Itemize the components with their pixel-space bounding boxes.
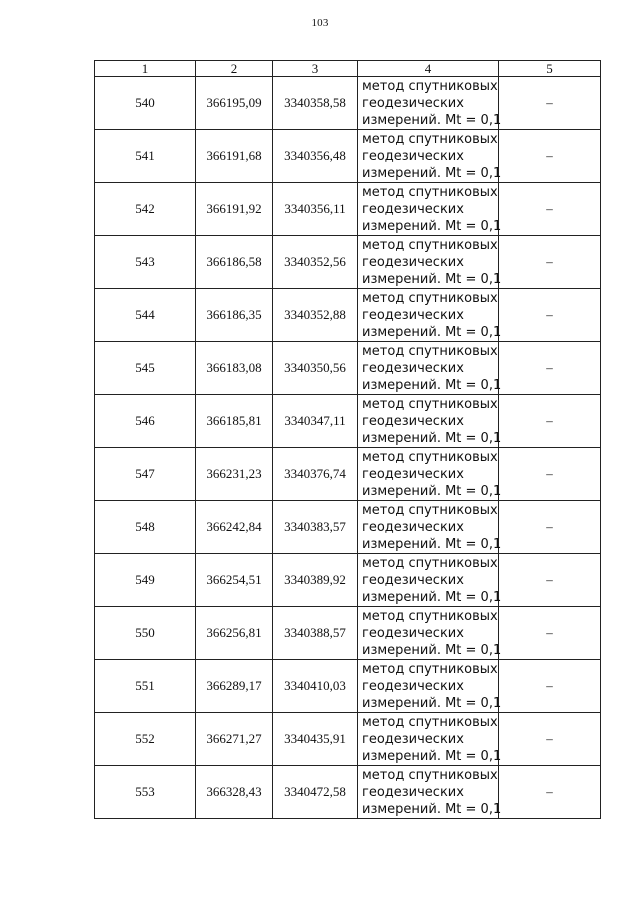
x-coordinate-cell: 366254,51 — [196, 554, 273, 607]
method-line: метод спутниковых — [362, 237, 498, 253]
table-row — [95, 342, 601, 395]
point-number-cell: 552 — [95, 713, 196, 766]
y-coordinate-cell: 3340383,57 — [273, 501, 358, 554]
y-coordinate-cell: 3340389,92 — [273, 554, 358, 607]
x-coordinate-cell: 366231,23 — [196, 448, 273, 501]
point-number-cell: 540 — [95, 77, 196, 130]
point-number-cell: 546 — [95, 395, 196, 448]
point-number-cell: 547 — [95, 448, 196, 501]
x-coordinate-cell: 366183,08 — [196, 342, 273, 395]
method-line: геодезических — [362, 678, 464, 694]
error-cell: – — [499, 395, 601, 448]
table-row — [95, 395, 601, 448]
method-line: геодезических — [362, 360, 464, 376]
point-number-cell: 548 — [95, 501, 196, 554]
x-coordinate-cell: 366191,92 — [196, 183, 273, 236]
method-cell — [358, 130, 502, 183]
y-coordinate-cell: 3340472,58 — [273, 766, 358, 819]
method-line: геодезических — [362, 254, 464, 270]
method-cell — [358, 766, 502, 819]
y-coordinate-cell: 3340388,57 — [273, 607, 358, 660]
x-coordinate-cell: 366191,68 — [196, 130, 273, 183]
method-line: геодезических — [362, 625, 464, 641]
error-cell: – — [499, 289, 601, 342]
method-line: метод спутниковых — [362, 184, 498, 200]
x-coordinate-cell: 366185,81 — [196, 395, 273, 448]
method-line: измерений. Mt = 0,1 — [362, 801, 502, 817]
error-cell: – — [499, 554, 601, 607]
error-cell: – — [499, 236, 601, 289]
method-line: измерений. Mt = 0,1 — [362, 483, 502, 499]
method-cell — [358, 77, 502, 130]
y-coordinate-cell: 3340352,56 — [273, 236, 358, 289]
method-line: метод спутниковых — [362, 767, 498, 783]
error-cell: – — [499, 607, 601, 660]
method-line: геодезических — [362, 466, 464, 482]
table-row — [95, 607, 601, 660]
y-coordinate-cell: 3340356,11 — [273, 183, 358, 236]
method-line: метод спутниковых — [362, 78, 498, 94]
point-number-cell: 544 — [95, 289, 196, 342]
method-cell — [358, 607, 502, 660]
method-line: геодезических — [362, 784, 464, 800]
method-line: измерений. Mt = 0,1 — [362, 165, 502, 181]
method-cell — [358, 289, 502, 342]
point-number-cell: 542 — [95, 183, 196, 236]
method-line: измерений. Mt = 0,1 — [362, 589, 502, 605]
method-line: метод спутниковых — [362, 608, 498, 624]
y-coordinate-cell: 3340347,11 — [273, 395, 358, 448]
error-cell: – — [499, 342, 601, 395]
method-line: метод спутниковых — [362, 290, 498, 306]
method-cell — [358, 713, 502, 766]
method-line: измерений. Mt = 0,1 — [362, 112, 502, 128]
point-number-cell: 553 — [95, 766, 196, 819]
point-number-cell: 551 — [95, 660, 196, 713]
table-body — [95, 77, 601, 819]
x-coordinate-cell: 366328,43 — [196, 766, 273, 819]
table-row — [95, 130, 601, 183]
point-number-cell: 549 — [95, 554, 196, 607]
method-cell — [358, 501, 502, 554]
method-line: метод спутниковых — [362, 502, 498, 518]
x-coordinate-cell: 366289,17 — [196, 660, 273, 713]
point-number-cell: 545 — [95, 342, 196, 395]
method-line: измерений. Mt = 0,1 — [362, 695, 502, 711]
header-col-4: 4 — [358, 61, 499, 77]
y-coordinate-cell: 3340352,88 — [273, 289, 358, 342]
method-line: измерений. Mt = 0,1 — [362, 271, 502, 287]
y-coordinate-cell: 3340376,74 — [273, 448, 358, 501]
x-coordinate-cell: 366186,58 — [196, 236, 273, 289]
header-col-5: 5 — [499, 61, 601, 77]
method-cell — [358, 342, 502, 395]
method-line: метод спутниковых — [362, 396, 498, 412]
method-line: метод спутниковых — [362, 555, 498, 571]
error-cell: – — [499, 713, 601, 766]
table-row — [95, 766, 601, 819]
header-col-1: 1 — [95, 61, 196, 77]
table-row — [95, 713, 601, 766]
method-line: измерений. Mt = 0,1 — [362, 642, 502, 658]
point-number-cell: 543 — [95, 236, 196, 289]
method-line: геодезических — [362, 519, 464, 535]
y-coordinate-cell: 3340435,91 — [273, 713, 358, 766]
method-line: измерений. Mt = 0,1 — [362, 377, 502, 393]
header-col-3: 3 — [273, 61, 358, 77]
method-cell — [358, 183, 502, 236]
method-line: метод спутниковых — [362, 661, 498, 677]
method-line: измерений. Mt = 0,1 — [362, 218, 502, 234]
method-line: геодезических — [362, 731, 464, 747]
error-cell: – — [499, 501, 601, 554]
y-coordinate-cell: 3340410,03 — [273, 660, 358, 713]
table-row — [95, 289, 601, 342]
error-cell: – — [499, 183, 601, 236]
method-line: геодезических — [362, 148, 464, 164]
method-line: измерений. Mt = 0,1 — [362, 536, 502, 552]
method-cell — [358, 554, 502, 607]
method-line: метод спутниковых — [362, 343, 498, 359]
error-cell: – — [499, 766, 601, 819]
point-number-cell: 541 — [95, 130, 196, 183]
x-coordinate-cell: 366242,84 — [196, 501, 273, 554]
y-coordinate-cell: 3340350,56 — [273, 342, 358, 395]
x-coordinate-cell: 366186,35 — [196, 289, 273, 342]
table-row — [95, 501, 601, 554]
x-coordinate-cell: 366271,27 — [196, 713, 273, 766]
method-line: измерений. Mt = 0,1 — [362, 430, 502, 446]
error-cell: – — [499, 130, 601, 183]
error-cell: – — [499, 77, 601, 130]
table-row — [95, 448, 601, 501]
error-cell: – — [499, 448, 601, 501]
method-cell — [358, 395, 502, 448]
x-coordinate-cell: 366195,09 — [196, 77, 273, 130]
method-line: измерений. Mt = 0,1 — [362, 324, 502, 340]
method-line: измерений. Mt = 0,1 — [362, 748, 502, 764]
header-col-2: 2 — [196, 61, 273, 77]
table-row — [95, 77, 601, 130]
method-line: метод спутниковых — [362, 131, 498, 147]
y-coordinate-cell: 3340356,48 — [273, 130, 358, 183]
page-number: 103 — [311, 17, 329, 29]
method-cell — [358, 236, 502, 289]
x-coordinate-cell: 366256,81 — [196, 607, 273, 660]
method-cell — [358, 660, 502, 713]
method-line: геодезических — [362, 201, 464, 217]
method-line: геодезических — [362, 572, 464, 588]
table-row — [95, 660, 601, 713]
method-line: геодезических — [362, 413, 464, 429]
point-number-cell: 550 — [95, 607, 196, 660]
method-line: геодезических — [362, 307, 464, 323]
table-row — [95, 236, 601, 289]
table-header-row — [95, 61, 601, 77]
table-row — [95, 554, 601, 607]
y-coordinate-cell: 3340358,58 — [273, 77, 358, 130]
coordinates-table — [94, 60, 601, 819]
method-line: метод спутниковых — [362, 449, 498, 465]
method-cell — [358, 448, 502, 501]
method-line: геодезических — [362, 95, 464, 111]
error-cell: – — [499, 660, 601, 713]
method-line: метод спутниковых — [362, 714, 498, 730]
table-row — [95, 183, 601, 236]
